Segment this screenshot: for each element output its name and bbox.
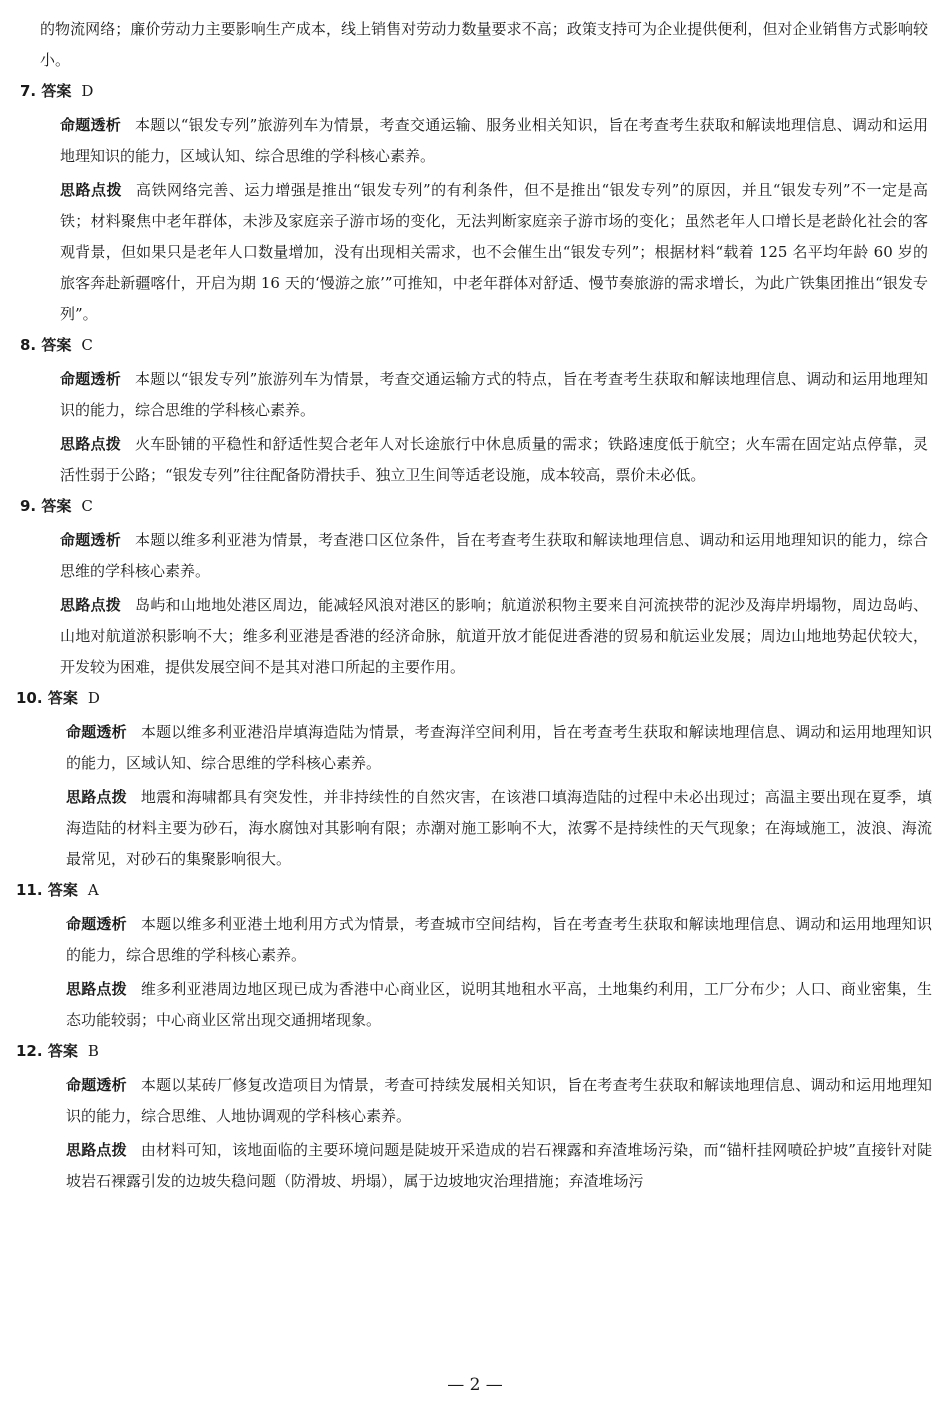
hint-block	[16, 974, 950, 1036]
question-number: 7.	[20, 82, 37, 100]
page-number: — 2 —	[447, 1375, 503, 1395]
hint-label: 思路点拨	[66, 788, 127, 806]
hint-text: 岛屿和山地地处港区周边，能减轻风浪对港区的影响；航道淤积物主要来自河流挟带的泥沙及海岸坍塌物，周边岛屿、山地对航道淤积影响不大；维多利亚港是香港的经济命脉，航道开放才能促进香港的贸易和航运业发展；周边山地地势起伏较大，开发较为困难，提供发展空间不是其对港口所起的主要作用。	[60, 596, 928, 676]
intent-block	[20, 110, 950, 172]
question-number: 8.	[20, 336, 37, 354]
hint-text: 火车卧铺的平稳性和舒适性契合老年人对长途旅行中休息质量的需求；铁路速度低于航空；火车需在固定站点停靠，灵活性弱于公路；“银发专列”往往配备防滑扶手、独立卫生间等适老设施，成本较高，票价未必低。	[60, 435, 928, 484]
question-number: 11.	[16, 881, 43, 899]
hint-text: 地震和海啸都具有突发性，并非持续性的自然灾害，在该港口填海造陆的过程中未必出现过；高温主要出现在夏季，填海造陆的材料主要为砂石，海水腐蚀对其影响有限；赤潮对施工影响不大，浓雾不是持续性的天气现象；在海域施工，波浪、海流最常见，对砂石的集聚影响很大。	[66, 788, 932, 868]
answer-label: 答案	[41, 497, 72, 515]
intent-label: 命题透析	[66, 915, 127, 933]
intent-label: 命题透析	[66, 1076, 127, 1094]
intent-text: 本题以“银发专列”旅游列车为情景，考查交通运输方式的特点，旨在考查考生获取和解读地理信息、调动和运用地理知识的能力，综合思维的学科核心素养。	[60, 370, 928, 419]
answer-label: 答案	[41, 336, 72, 354]
intent-block	[16, 1070, 950, 1132]
answer-line	[20, 330, 950, 361]
hint-text: 由材料可知，该地面临的主要环境问题是陡坡开采造成的岩石裸露和弃渣堆场污染，而“锚杆挂网喷砼护坡”直接针对陡坡岩石裸露引发的边坡失稳问题（防滑坡、坍塌），属于边坡地灾治理措施；弃渣堆场污	[66, 1141, 932, 1190]
answer-label: 答案	[47, 1042, 78, 1060]
hint-label: 思路点拨	[60, 435, 122, 453]
question-7	[0, 76, 950, 330]
intent-label: 命题透析	[66, 723, 127, 741]
hint-block	[16, 1135, 950, 1197]
answer-label: 答案	[47, 689, 78, 707]
answer-value: C	[81, 497, 93, 515]
question-number: 12.	[16, 1042, 43, 1060]
hint-label: 思路点拨	[60, 181, 122, 199]
continuation-paragraph: 的物流网络；廉价劳动力主要影响生产成本，线上销售对劳动力数量要求不高；政策支持可为企业提供便利，但对企业销售方式影响较小。	[40, 20, 928, 69]
question-8	[0, 330, 950, 491]
hint-label: 思路点拨	[66, 980, 127, 998]
hint-block	[20, 590, 950, 683]
question-9	[0, 491, 950, 683]
answer-value: C	[81, 336, 93, 354]
intent-text: 本题以某砖厂修复改造项目为情景，考查可持续发展相关知识，旨在考查考生获取和解读地理信息、调动和运用地理知识的能力，综合思维、人地协调观的学科核心素养。	[66, 1076, 932, 1125]
intent-label: 命题透析	[60, 531, 122, 549]
hint-label: 思路点拨	[66, 1141, 127, 1159]
intent-block	[16, 717, 950, 779]
intent-block	[20, 525, 950, 587]
answer-line	[20, 76, 950, 107]
question-10	[0, 683, 950, 875]
question-number: 10.	[16, 689, 43, 707]
answer-line	[16, 1036, 950, 1067]
intent-text: 本题以“银发专列”旅游列车为情景，考查交通运输、服务业相关知识，旨在考查考生获取和解读地理信息、调动和运用地理知识的能力，区域认知、综合思维的学科核心素养。	[60, 116, 928, 165]
answer-line	[16, 875, 950, 906]
intent-text: 本题以维多利亚港沿岸填海造陆为情景，考查海洋空间利用，旨在考查考生获取和解读地理信息、调动和运用地理知识的能力，区域认知、综合思维的学科核心素养。	[66, 723, 932, 772]
answer-line	[16, 683, 950, 714]
intent-block	[16, 909, 950, 971]
intent-text: 本题以维多利亚港为情景，考查港口区位条件，旨在考查考生获取和解读地理信息、调动和运用地理知识的能力，综合思维的学科核心素养。	[60, 531, 928, 580]
hint-block	[16, 782, 950, 875]
answer-value: B	[87, 1042, 99, 1060]
answer-value: D	[87, 689, 100, 707]
hint-label: 思路点拨	[60, 596, 122, 614]
answer-value: A	[87, 881, 99, 899]
intent-block	[20, 364, 950, 426]
intent-label: 命题透析	[60, 370, 121, 388]
question-number: 9.	[20, 497, 37, 515]
answer-value: D	[81, 82, 94, 100]
hint-text: 高铁网络完善、运力增强是推出“银发专列”的有利条件，但不是推出“银发专列”的原因，并且“银发专列”不一定是高铁；材料聚焦中老年群体，未涉及家庭亲子游市场的变化，无法判断家庭亲子游市场的变化；虽然老年人口增长是老龄化社会的客观背景，但如果只是老年人口数量增加，没有出现相关需求，也不会催生出“银发专列”；根据材料“载着 125 名平均年龄 60 岁的旅客奔赴新疆喀什，开启为期 16 天的‘慢游之旅’”可推知，中老年群体对舒适、慢节奏旅游的需求增长，为此广铁集团推出“银发专列”。	[60, 181, 928, 323]
intent-label: 命题透析	[60, 116, 121, 134]
answer-label: 答案	[41, 82, 72, 100]
hint-block	[20, 175, 950, 330]
answer-line	[20, 491, 950, 522]
hint-block	[20, 429, 950, 491]
question-12	[0, 1036, 950, 1197]
answer-label: 答案	[47, 881, 78, 899]
question-11	[0, 875, 950, 1036]
hint-text: 维多利亚港周边地区现已成为香港中心商业区，说明其地租水平高，土地集约利用，工厂分布少；人口、商业密集，生态功能较弱；中心商业区常出现交通拥堵现象。	[66, 980, 932, 1029]
intent-text: 本题以维多利亚港土地利用方式为情景，考查城市空间结构，旨在考查考生获取和解读地理信息、调动和运用地理知识的能力，综合思维的学科核心素养。	[66, 915, 932, 964]
